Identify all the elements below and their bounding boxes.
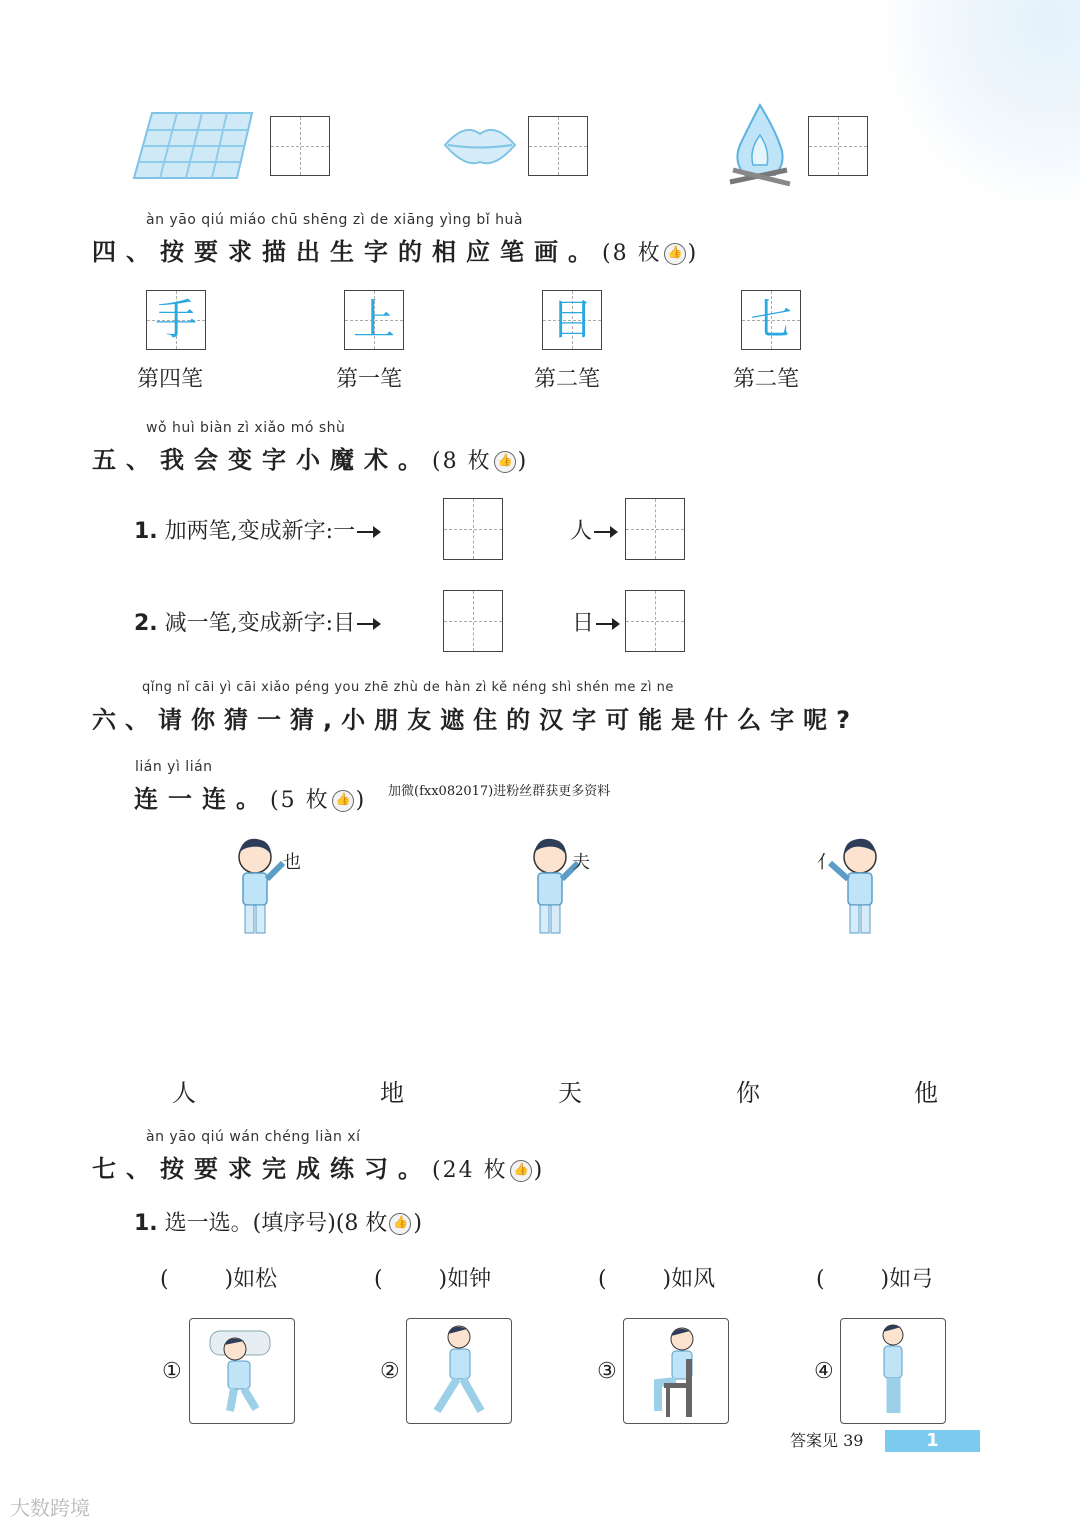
answer-box-1[interactable] — [443, 498, 503, 560]
write-box-1[interactable] — [270, 116, 330, 176]
section4-title: 四、按要求描出生字的相应笔画。(8 枚👍 ) — [92, 232, 698, 267]
partial-char-1: 也 — [283, 852, 301, 873]
thumb-icon — [332, 790, 354, 812]
section5-q2: 2. 减一笔,变成新字:目 — [134, 606, 379, 637]
arrow-icon — [596, 623, 618, 625]
thumb-icon — [494, 451, 516, 473]
standing-boy-icon — [841, 1319, 945, 1423]
option-num-3: ③ — [597, 1359, 617, 1384]
write-box-2[interactable] — [528, 116, 588, 176]
page-number: 1 — [885, 1430, 980, 1452]
section6-title: 六、请你猜一猜,小朋友遮住的汉字可能是什么字呢? — [92, 706, 860, 734]
walking-boy-icon — [407, 1319, 511, 1423]
trace-box-4[interactable]: 七 — [741, 290, 801, 350]
answer-char-1[interactable]: 人 — [172, 1079, 196, 1107]
answer-char-5[interactable]: 他 — [914, 1079, 938, 1107]
arrow-icon — [357, 623, 379, 625]
answer-box-3[interactable] — [443, 590, 503, 652]
option-pic-2 — [406, 1318, 512, 1424]
answer-char-2[interactable]: 地 — [380, 1079, 404, 1107]
section6-title2: 连一连。(5 枚👍 ) — [134, 779, 366, 814]
section4-pinyin: àn yāo qiú miáo chū shēng zì de xiāng yìng bǐ huà — [146, 212, 523, 228]
lips-icon — [440, 120, 520, 170]
promo-note: 加微(fxx082017)进粉丝群获更多资料 — [388, 784, 611, 799]
section5-q1-second: 人 — [570, 514, 616, 545]
section7-pinyin: àn yāo qiú wán chéng liàn xí — [146, 1129, 361, 1145]
option-pic-4 — [840, 1318, 946, 1424]
trace-box-3[interactable]: 目 — [542, 290, 602, 350]
stroke-label-4: 第二笔 — [733, 367, 800, 392]
section5-q1: 1. 加两笔,变成新字:一 — [134, 514, 379, 545]
watermark: 大数跨境 — [10, 1496, 90, 1520]
thumb-icon — [664, 243, 686, 265]
arrow-icon — [594, 531, 616, 533]
partial-char-2: 夫 — [572, 852, 590, 873]
answer-box-2[interactable] — [625, 498, 685, 560]
stroke-label-1: 第四笔 — [137, 367, 204, 392]
blank-2[interactable]: ( )如钟 — [374, 1267, 492, 1292]
option-num-2: ② — [380, 1359, 400, 1384]
fire-icon — [725, 100, 795, 190]
arrow-icon — [357, 531, 379, 533]
section5-pinyin: wǒ huì biàn zì xiǎo mó shù — [146, 420, 346, 436]
answer-char-3[interactable]: 天 — [558, 1079, 582, 1107]
corner-decoration — [880, 0, 1080, 210]
option-pic-1 — [189, 1318, 295, 1424]
section6-pinyin: qǐng nǐ cāi yì cāi xiǎo péng you zhē zhù de hàn zì kě néng shì shén me zì ne — [142, 680, 674, 695]
blank-1[interactable]: ( )如松 — [160, 1267, 278, 1292]
thumb-icon — [389, 1213, 411, 1235]
blank-3[interactable]: ( )如风 — [598, 1267, 716, 1292]
option-num-4: ④ — [814, 1359, 834, 1384]
section5-q2-second: 日 — [572, 606, 618, 637]
section7-q1: 1. 选一选。(填序号)(8 枚👍 ) — [134, 1206, 422, 1237]
sitting-boy-icon — [624, 1319, 728, 1423]
answer-box-4[interactable] — [625, 590, 685, 652]
section7-title: 七、按要求完成练习。(24 枚👍 ) — [92, 1149, 544, 1184]
ice-tiles-icon — [132, 108, 257, 183]
write-box-3[interactable] — [808, 116, 868, 176]
kid-figure-2 — [520, 835, 605, 940]
option-num-1: ① — [162, 1359, 182, 1384]
trace-box-1[interactable]: 手 — [146, 290, 206, 350]
trace-box-2[interactable]: 上 — [344, 290, 404, 350]
section5-title: 五、我会变字小魔术。(8 枚👍 ) — [92, 440, 528, 475]
partial-char-3: 亻 — [817, 852, 835, 873]
option-pic-3 — [623, 1318, 729, 1424]
thumb-icon — [510, 1160, 532, 1182]
answer-reference: 答案见 39 — [790, 1431, 864, 1450]
sleeping-boy-icon — [190, 1319, 294, 1423]
blank-4[interactable]: ( )如弓 — [816, 1267, 934, 1292]
stroke-label-3: 第二笔 — [534, 367, 601, 392]
answer-char-4[interactable]: 你 — [736, 1079, 760, 1107]
stroke-label-2: 第一笔 — [336, 367, 403, 392]
section6-pinyin2: lián yì lián — [135, 759, 213, 775]
